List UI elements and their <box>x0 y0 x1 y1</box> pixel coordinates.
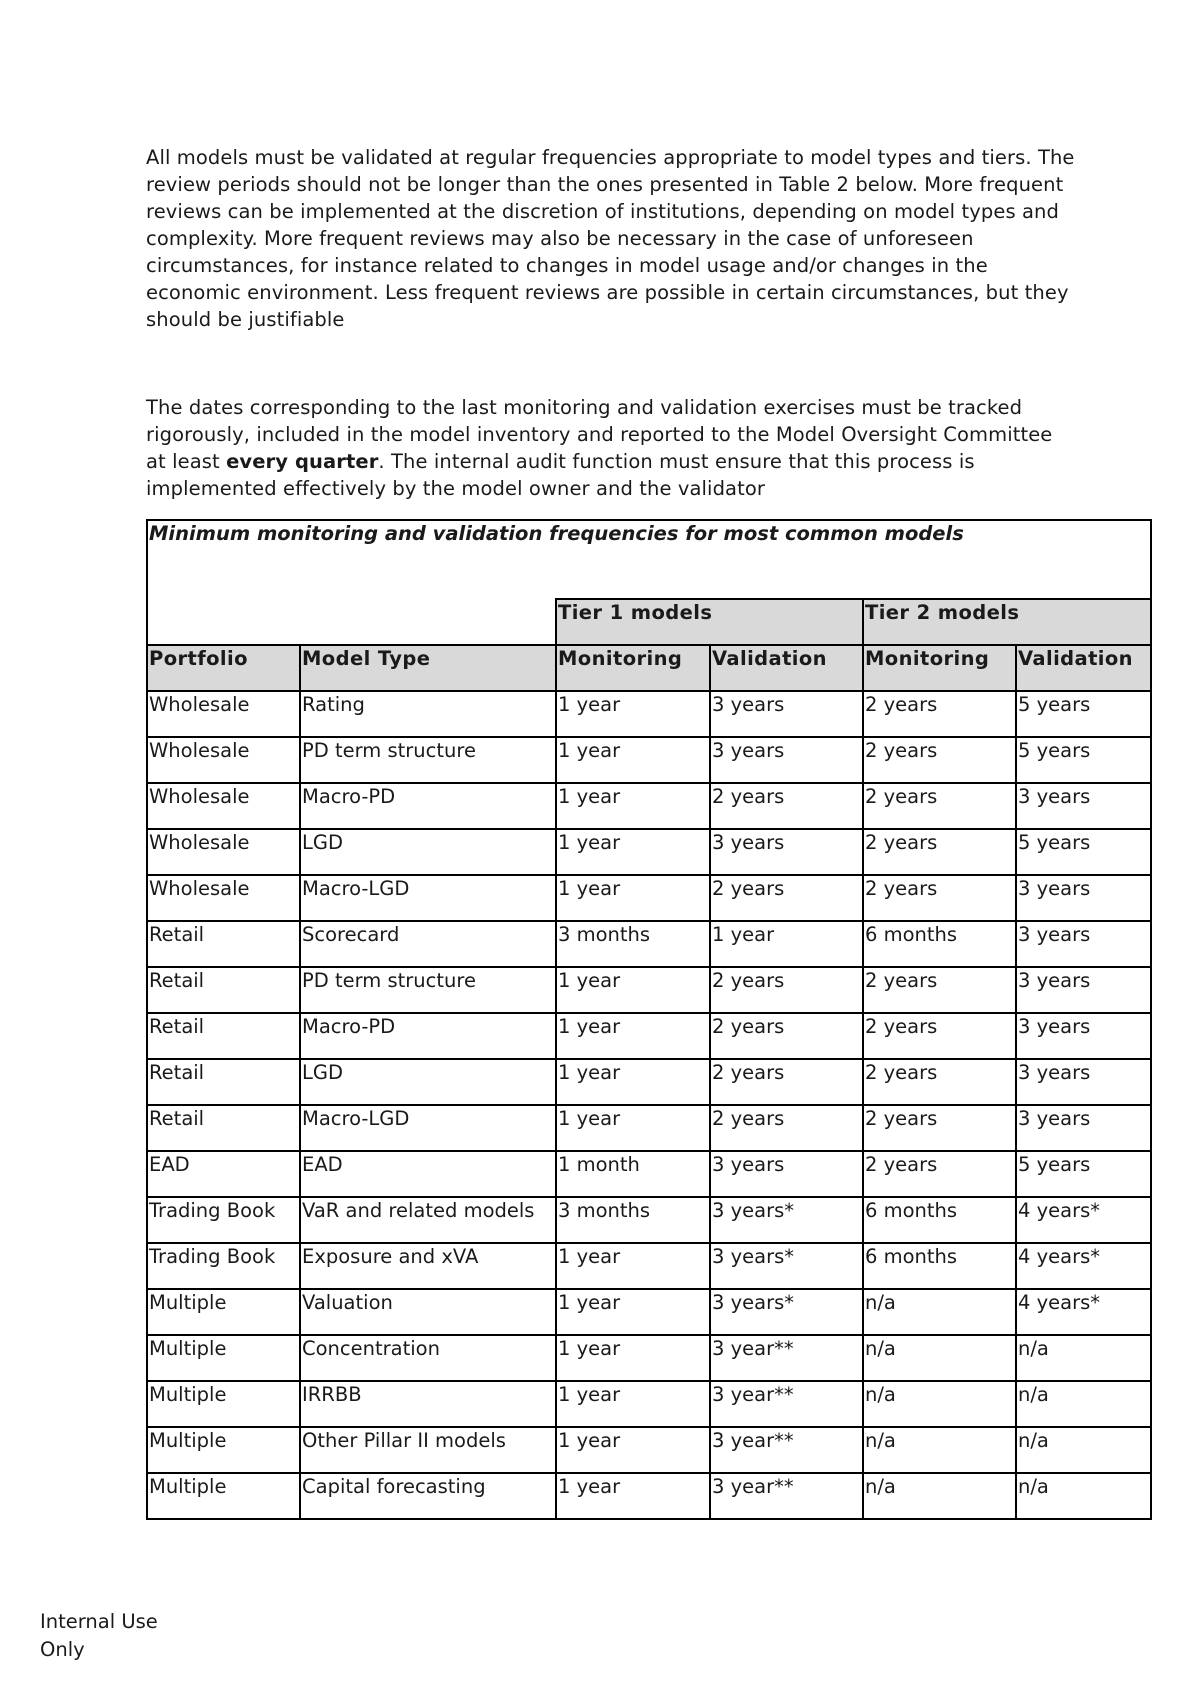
cell-tier1-monitoring: 1 year <box>556 875 710 921</box>
cell-tier1-validation: 2 years <box>710 875 863 921</box>
cell-tier2-monitoring: 2 years <box>863 1013 1016 1059</box>
cell-tier2-monitoring: 2 years <box>863 1059 1016 1105</box>
cell-tier1-validation: 2 years <box>710 1105 863 1151</box>
table-row <box>147 1243 1151 1289</box>
cell-tier2-monitoring: n/a <box>863 1335 1016 1381</box>
cell-tier2-monitoring: n/a <box>863 1473 1016 1519</box>
table-title: Minimum monitoring and validation frequencies for most common models <box>147 520 1151 599</box>
cell-portfolio: Wholesale <box>147 783 300 829</box>
classification-line: Only <box>40 1638 85 1661</box>
cell-tier1-monitoring: 1 year <box>556 1381 710 1427</box>
cell-model-type: PD term structure <box>300 967 556 1013</box>
cell-tier1-monitoring: 1 year <box>556 1105 710 1151</box>
cell-model-type: IRRBB <box>300 1381 556 1427</box>
cell-model-type: VaR and related models <box>300 1197 556 1243</box>
cell-portfolio: Wholesale <box>147 829 300 875</box>
table-row <box>147 1473 1151 1519</box>
tracking-paragraph-emphasis: every quarter <box>226 450 379 473</box>
cell-portfolio: Retail <box>147 921 300 967</box>
cell-tier2-validation: 3 years <box>1016 921 1151 967</box>
cell-portfolio: Trading Book <box>147 1197 300 1243</box>
cell-model-type: Macro-PD <box>300 1013 556 1059</box>
column-header-tier1-validation: Validation <box>710 645 863 691</box>
cell-tier2-validation: 3 years <box>1016 1105 1151 1151</box>
table-spacer <box>300 599 556 645</box>
cell-model-type: LGD <box>300 1059 556 1105</box>
cell-model-type: Valuation <box>300 1289 556 1335</box>
cell-tier1-validation: 3 years* <box>710 1243 863 1289</box>
cell-tier2-validation: 5 years <box>1016 691 1151 737</box>
table-row <box>147 1059 1151 1105</box>
cell-portfolio: Trading Book <box>147 1243 300 1289</box>
column-header-tier1-monitoring: Monitoring <box>556 645 710 691</box>
cell-model-type: Concentration <box>300 1335 556 1381</box>
cell-tier2-monitoring: 6 months <box>863 1243 1016 1289</box>
cell-tier2-monitoring: n/a <box>863 1289 1016 1335</box>
cell-tier1-validation: 3 years* <box>710 1289 863 1335</box>
intro-paragraph: All models must be validated at regular frequencies appropriate to model types and tiers. The review periods should not be longer than the ones presented in Table 2 below. More frequent reviews can be implemented at the discretion of institutions, depending on model types and complexity. More frequent reviews may also be necessary in the case of unforeseen circumstances, for instance related to changes in model usage and/or changes in the economic environment. Less frequent reviews are possible in certain circumstances, but they should be justifiable <box>146 146 1075 331</box>
cell-portfolio: Wholesale <box>147 875 300 921</box>
cell-tier2-monitoring: 6 months <box>863 1197 1016 1243</box>
tracking-paragraph <box>146 394 1076 502</box>
tier1-header: Tier 1 models <box>556 599 863 645</box>
cell-tier2-validation: 4 years* <box>1016 1197 1151 1243</box>
cell-tier2-monitoring: n/a <box>863 1427 1016 1473</box>
cell-tier1-validation: 3 year** <box>710 1473 863 1519</box>
cell-tier2-validation: 4 years* <box>1016 1289 1151 1335</box>
cell-tier2-validation: 3 years <box>1016 1013 1151 1059</box>
table-row <box>147 1381 1151 1427</box>
cell-portfolio: Wholesale <box>147 737 300 783</box>
cell-tier1-monitoring: 1 month <box>556 1151 710 1197</box>
cell-tier2-monitoring: 6 months <box>863 921 1016 967</box>
tier2-header: Tier 2 models <box>863 599 1151 645</box>
cell-model-type: Exposure and xVA <box>300 1243 556 1289</box>
column-header-model-type: Model Type <box>300 645 556 691</box>
cell-tier1-validation: 1 year <box>710 921 863 967</box>
cell-tier2-validation: 5 years <box>1016 737 1151 783</box>
cell-model-type: Macro-LGD <box>300 1105 556 1151</box>
cell-tier1-monitoring: 1 year <box>556 1059 710 1105</box>
cell-portfolio: Multiple <box>147 1427 300 1473</box>
cell-tier1-validation: 2 years <box>710 783 863 829</box>
table-row <box>147 1427 1151 1473</box>
cell-model-type: LGD <box>300 829 556 875</box>
cell-tier1-monitoring: 1 year <box>556 1335 710 1381</box>
table-row <box>147 1013 1151 1059</box>
cell-tier2-monitoring: 2 years <box>863 691 1016 737</box>
cell-model-type: Macro-PD <box>300 783 556 829</box>
table-row <box>147 1105 1151 1151</box>
cell-portfolio: Multiple <box>147 1473 300 1519</box>
cell-tier1-validation: 3 years <box>710 737 863 783</box>
cell-tier1-validation: 3 year** <box>710 1335 863 1381</box>
cell-tier1-monitoring: 1 year <box>556 1013 710 1059</box>
cell-tier2-validation: n/a <box>1016 1335 1151 1381</box>
cell-tier2-validation: 3 years <box>1016 875 1151 921</box>
column-header-portfolio: Portfolio <box>147 645 300 691</box>
cell-tier1-validation: 3 year** <box>710 1427 863 1473</box>
cell-portfolio: Retail <box>147 1059 300 1105</box>
cell-tier1-validation: 2 years <box>710 967 863 1013</box>
cell-tier2-monitoring: 2 years <box>863 737 1016 783</box>
table-spacer <box>147 599 300 645</box>
cell-tier1-monitoring: 1 year <box>556 691 710 737</box>
cell-tier2-monitoring: 2 years <box>863 1105 1016 1151</box>
cell-model-type: Scorecard <box>300 921 556 967</box>
cell-tier1-validation: 3 years <box>710 1151 863 1197</box>
cell-tier1-monitoring: 1 year <box>556 1289 710 1335</box>
cell-tier2-validation: n/a <box>1016 1381 1151 1427</box>
cell-tier2-validation: 4 years* <box>1016 1243 1151 1289</box>
column-header-tier2-validation: Validation <box>1016 645 1151 691</box>
table-row <box>147 921 1151 967</box>
cell-model-type: Macro-LGD <box>300 875 556 921</box>
table-row <box>147 1335 1151 1381</box>
cell-tier1-monitoring: 3 months <box>556 921 710 967</box>
cell-tier1-monitoring: 1 year <box>556 967 710 1013</box>
cell-tier2-validation: n/a <box>1016 1473 1151 1519</box>
cell-tier2-monitoring: 2 years <box>863 829 1016 875</box>
cell-tier2-monitoring: 2 years <box>863 875 1016 921</box>
cell-tier1-monitoring: 1 year <box>556 1243 710 1289</box>
cell-tier1-validation: 3 year** <box>710 1381 863 1427</box>
column-header-tier2-monitoring: Monitoring <box>863 645 1016 691</box>
cell-tier1-monitoring: 1 year <box>556 737 710 783</box>
cell-tier2-monitoring: 2 years <box>863 783 1016 829</box>
cell-tier1-validation: 2 years <box>710 1013 863 1059</box>
cell-tier1-validation: 2 years <box>710 1059 863 1105</box>
cell-tier1-validation: 3 years <box>710 829 863 875</box>
cell-portfolio: Retail <box>147 967 300 1013</box>
frequency-table <box>146 519 1152 1520</box>
table-row <box>147 829 1151 875</box>
cell-portfolio: Multiple <box>147 1381 300 1427</box>
tracking-paragraph-text-end: . The internal audit function must ensure that this process is implemented effectively by the model owner and the validator <box>146 450 975 500</box>
cell-tier2-monitoring: 2 years <box>863 967 1016 1013</box>
table-row <box>147 737 1151 783</box>
cell-tier2-validation: n/a <box>1016 1427 1151 1473</box>
cell-tier2-validation: 5 years <box>1016 1151 1151 1197</box>
cell-tier1-monitoring: 3 months <box>556 1197 710 1243</box>
cell-tier2-monitoring: n/a <box>863 1381 1016 1427</box>
tracking-paragraph-text: The dates corresponding to the last monitoring and validation exercises must be tracked rigorously, included in the model inventory and reported to the Model Oversight Committee at least <box>146 396 1053 473</box>
classification-label <box>40 1608 200 1664</box>
cell-model-type: Rating <box>300 691 556 737</box>
table-row <box>147 875 1151 921</box>
cell-model-type: Other Pillar II models <box>300 1427 556 1473</box>
cell-portfolio: Wholesale <box>147 691 300 737</box>
table-row <box>147 1197 1151 1243</box>
cell-model-type: Capital forecasting <box>300 1473 556 1519</box>
cell-tier2-validation: 3 years <box>1016 967 1151 1013</box>
table-row <box>147 691 1151 737</box>
cell-portfolio: Multiple <box>147 1289 300 1335</box>
table-row <box>147 1289 1151 1335</box>
cell-tier2-validation: 5 years <box>1016 829 1151 875</box>
cell-tier2-validation: 3 years <box>1016 783 1151 829</box>
cell-tier1-monitoring: 1 year <box>556 829 710 875</box>
cell-portfolio: EAD <box>147 1151 300 1197</box>
table-row <box>147 1151 1151 1197</box>
cell-tier1-validation: 3 years <box>710 691 863 737</box>
cell-portfolio: Retail <box>147 1013 300 1059</box>
table-row <box>147 967 1151 1013</box>
cell-tier1-monitoring: 1 year <box>556 1427 710 1473</box>
classification-line: Internal Use <box>40 1610 158 1633</box>
cell-tier1-monitoring: 1 year <box>556 783 710 829</box>
cell-tier2-validation: 3 years <box>1016 1059 1151 1105</box>
cell-portfolio: Retail <box>147 1105 300 1151</box>
cell-tier1-validation: 3 years* <box>710 1197 863 1243</box>
cell-model-type: PD term structure <box>300 737 556 783</box>
cell-tier2-monitoring: 2 years <box>863 1151 1016 1197</box>
cell-tier1-monitoring: 1 year <box>556 1473 710 1519</box>
cell-portfolio: Multiple <box>147 1335 300 1381</box>
table-row <box>147 783 1151 829</box>
cell-model-type: EAD <box>300 1151 556 1197</box>
